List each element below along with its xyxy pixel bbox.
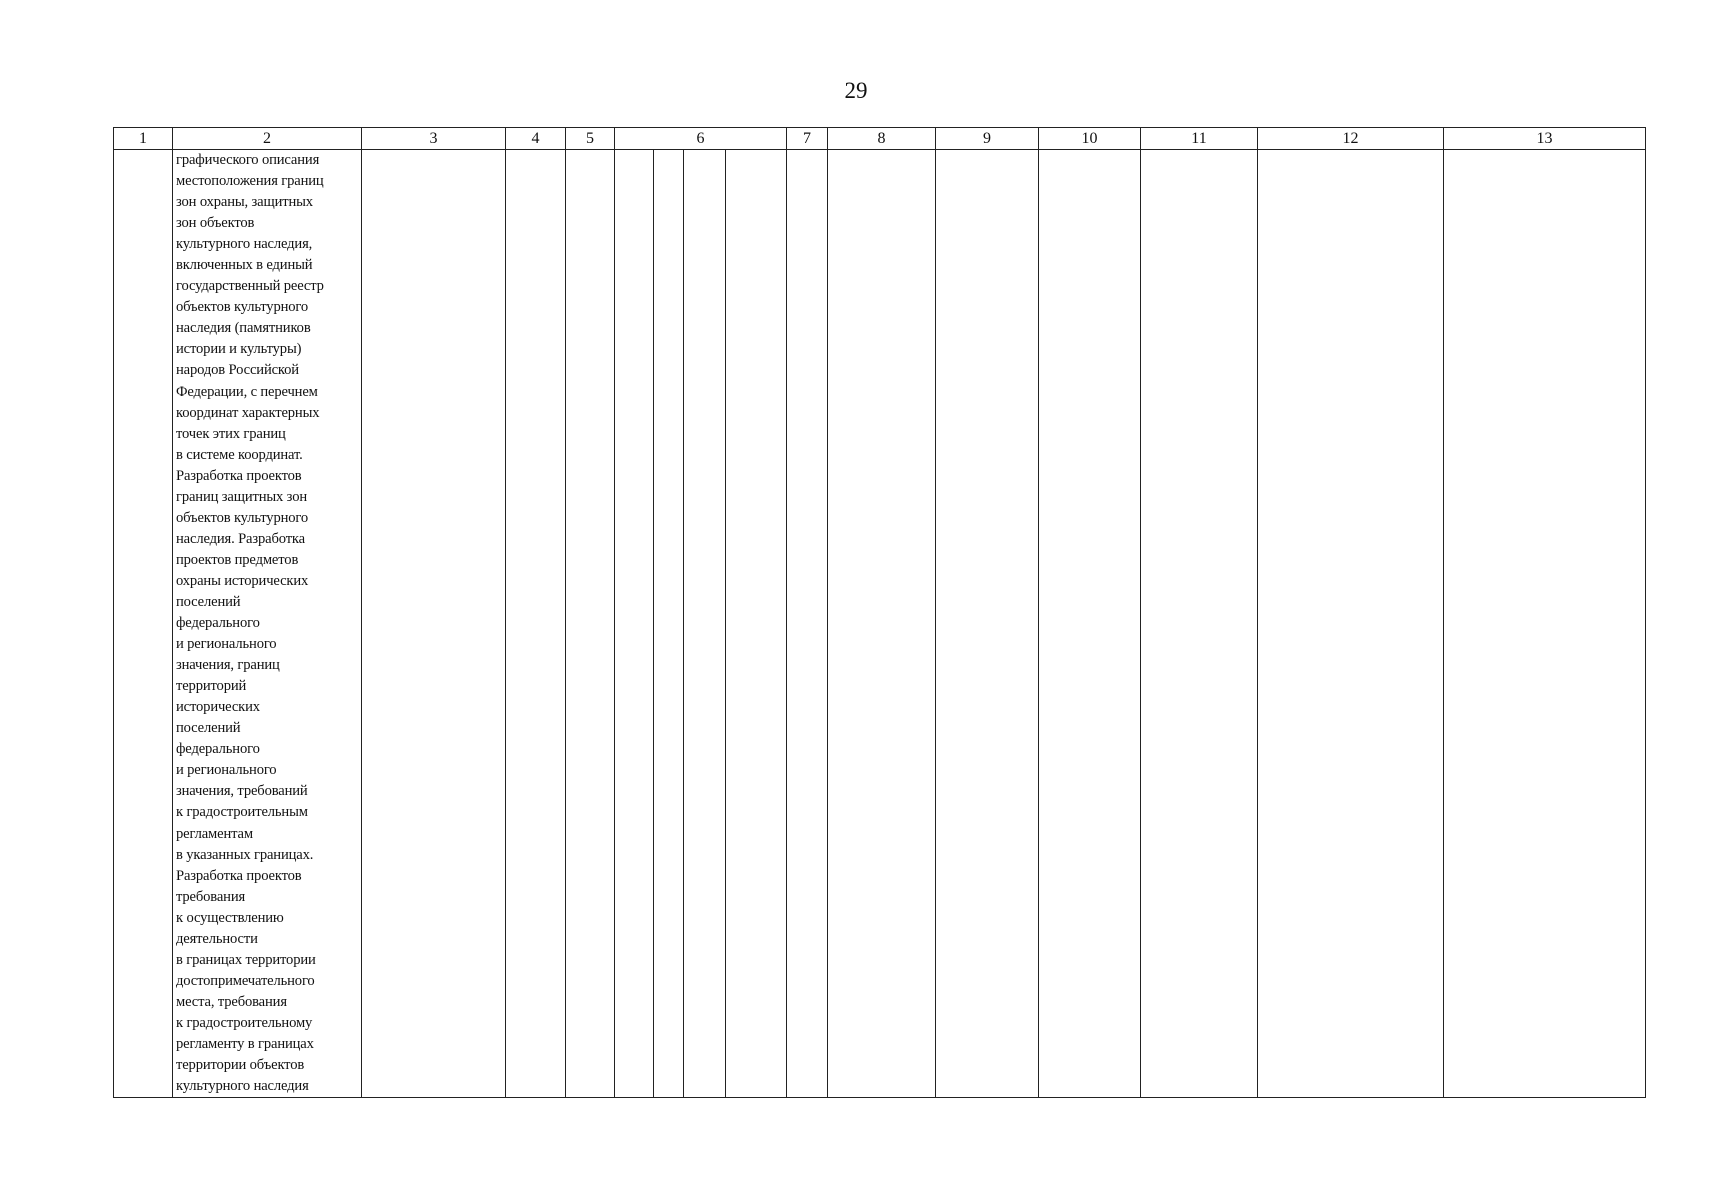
page-number: 29 [844, 78, 868, 103]
table-cell-col6 [615, 150, 787, 1098]
table-cell-col3 [362, 150, 506, 1098]
table-cell-col1 [114, 150, 173, 1098]
column-header-6: 6 [615, 128, 787, 150]
column-header-12: 12 [1258, 128, 1444, 150]
column-header-4: 4 [506, 128, 566, 150]
document-table [113, 127, 1646, 1098]
col6-subdivider [683, 150, 684, 1097]
column-header-13: 13 [1444, 128, 1646, 150]
table-cell-col9 [936, 150, 1039, 1098]
table-cell-col13 [1444, 150, 1646, 1098]
table-cell-col4 [506, 150, 566, 1098]
column-header-3: 3 [362, 128, 506, 150]
col6-subdivider [653, 150, 654, 1097]
table-cell-col5 [566, 150, 615, 1098]
column-header-11: 11 [1141, 128, 1258, 150]
column-header-8: 8 [828, 128, 936, 150]
column-header-9: 9 [936, 128, 1039, 150]
col6-subdivider [725, 150, 726, 1097]
table-header-row [114, 128, 1646, 150]
column-header-2: 2 [173, 128, 362, 150]
table-cell-col8 [828, 150, 936, 1098]
table-cell-col10 [1039, 150, 1141, 1098]
column-header-10: 10 [1039, 128, 1141, 150]
table-cell-col11 [1141, 150, 1258, 1098]
column-header-1: 1 [114, 128, 173, 150]
table-row [114, 150, 1646, 1098]
table-cell-col12 [1258, 150, 1444, 1098]
table-cell-col2-description: графического описания местоположения границ зон охраны, защитных зон объектов культурного наследия, включенных в единый государственный реестр объектов культурного наследия (памятников истории и культуры) народов Российской Федерации, с перечнем координат характерных точек этих границ в системе координат. Разработка проектов границ защитных зон объектов культурного наследия. Разработка проектов предметов охраны исторических поселений федерального и регионального значения, границ территорий исторических поселений федерального и регионального значения, требований к градостроительным регламентам в указанных границах. Разработка проектов требования к осуществлению деятельности в границах территории достопримечательного места, требования к градостроительному регламенту в границах территории объектов культурного наследия [173, 150, 362, 1098]
column-header-7: 7 [787, 128, 828, 150]
column-header-5: 5 [566, 128, 615, 150]
table-cell-col7 [787, 150, 828, 1098]
